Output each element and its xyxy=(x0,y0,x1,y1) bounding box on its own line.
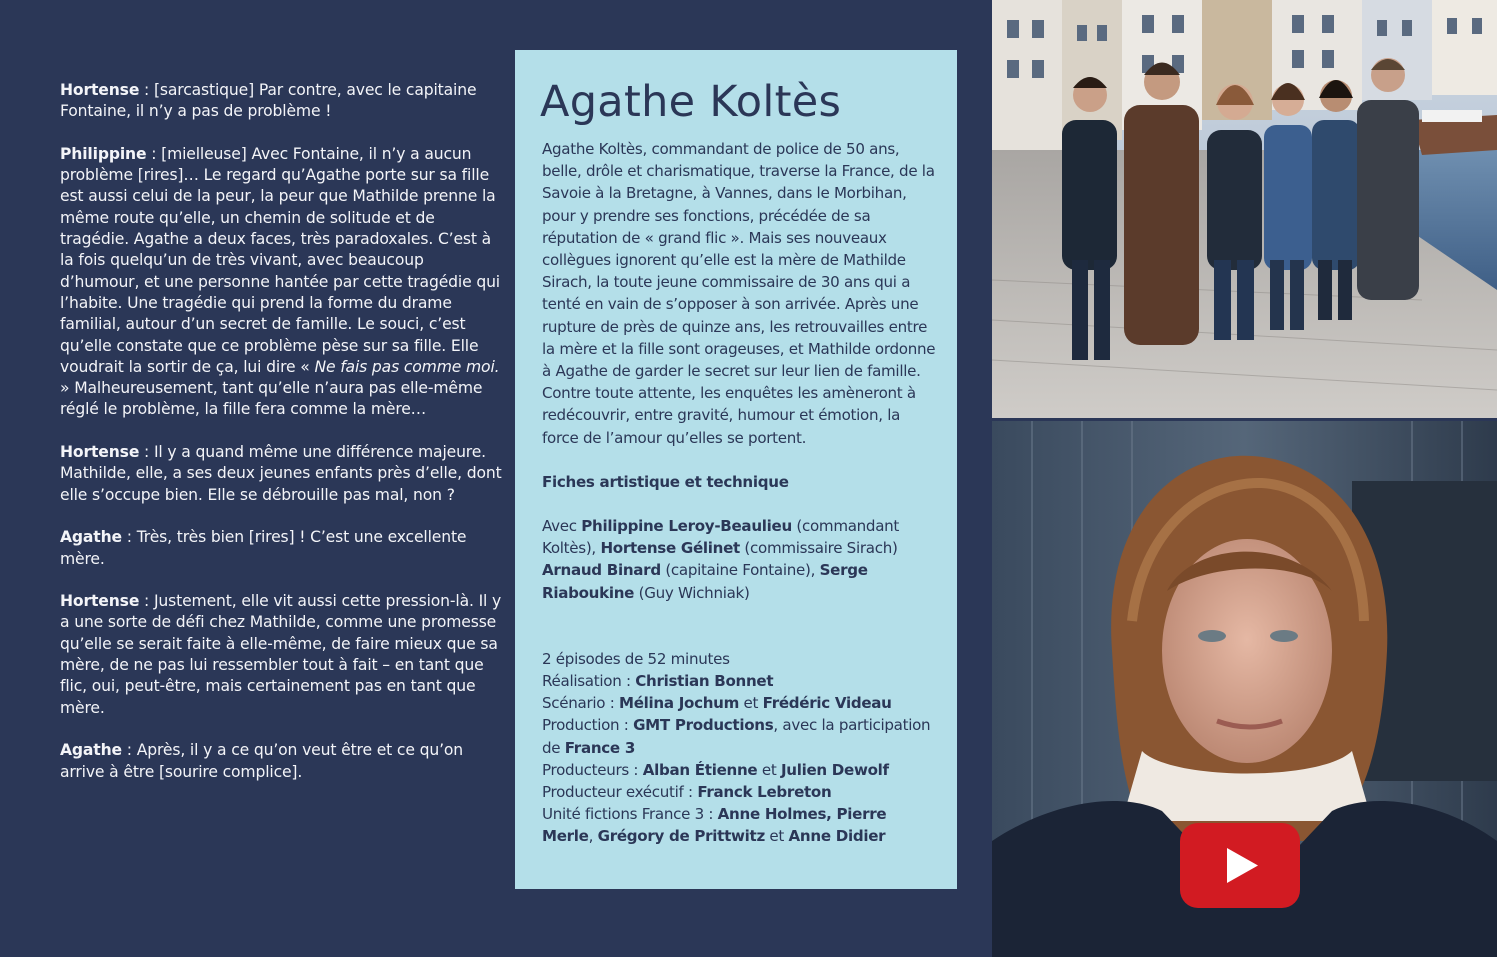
tech-credit-line xyxy=(542,714,937,758)
credit-text: (commissaire Sirach) xyxy=(739,539,898,558)
group-cast-photo xyxy=(992,0,1497,418)
interview-paragraph xyxy=(60,442,505,506)
credit-name: France 3 xyxy=(564,738,636,757)
credit-text: Production : xyxy=(542,716,634,735)
synopsis xyxy=(542,138,937,449)
credit-name: GMT Productions xyxy=(633,716,774,735)
speaker-name: Agathe xyxy=(60,741,122,760)
credit-text: , avec la participation de xyxy=(542,716,931,757)
credits-heading: Fiches artistique et technique xyxy=(542,472,789,491)
credit-text: Scénario : xyxy=(542,694,619,713)
tech-credit-line xyxy=(542,692,937,714)
speaker-name: Philippine xyxy=(60,144,147,163)
credit-text: (commandant Koltès), xyxy=(542,517,900,558)
tech-credit-line xyxy=(542,648,937,670)
speech-text: : [sarcastique] Par contre, avec le capitaine Fontaine, il n’y a pas de problème ! xyxy=(60,81,477,121)
speech-text: : Très, très bien [rires] ! C’est une excellente mère. xyxy=(60,528,467,568)
interview-paragraph xyxy=(60,80,505,123)
interview-paragraph xyxy=(60,527,505,570)
credit-text: (capitaine Fontaine), xyxy=(660,561,820,580)
play-triangle-icon xyxy=(1180,823,1300,908)
speaker-name: Hortense xyxy=(60,443,140,462)
credit-text: Réalisation : xyxy=(542,672,636,691)
speech-text: : Il y a quand même une différence majeure. Mathilde, elle, a ses deux jeunes enfants près d’elle, dont elle s’occupe bien. Elle se débrouille pas mal, non ? xyxy=(60,443,502,504)
credit-text: Avec xyxy=(542,517,582,536)
tech-credit-line xyxy=(542,759,937,781)
cast-list xyxy=(542,515,937,604)
credit-text: Producteurs : xyxy=(542,760,643,779)
credit-name: Grégory de Prittwitz xyxy=(597,827,765,846)
credit-name: Hortense Gélinet xyxy=(600,539,740,558)
credit-text: Unité fictions France 3 : xyxy=(542,805,718,824)
credit-text: et xyxy=(739,694,763,713)
interview-paragraph xyxy=(60,144,505,421)
speaker-name: Hortense xyxy=(60,592,140,611)
credit-name: Frédéric Videau xyxy=(762,694,892,713)
credit-name: Mélina Jochum xyxy=(619,694,740,713)
credit-text: et xyxy=(764,827,789,846)
tech-credit-line xyxy=(542,670,937,692)
credit-text: (Guy Wichniak) xyxy=(634,583,750,602)
interview-paragraph xyxy=(60,740,505,783)
credit-name: Anne Holmes, Pierre Merle xyxy=(542,805,887,846)
speech-text: : [mielleuse] Avec Fontaine, il n’y a aucun problème [rires]… Le regard qu’Agathe porte sur sa fille est aussi celui de la peur, la peur que Mathilde prenne la même route qu’elle, un chemin de solitude et de tragédie. Agathe a deux faces, très paradoxales. C’est à la fois quelqu’un de très vivant, avec beaucoup d’humour, et une personne hantée par cette tragédie qui l’habite. Une tragédie qui prend la forme du drame familial, autour d’un secret de famille. Le souci, c’est qu’elle constate que ce problème pèse sur sa fille. Elle voudrait la sortir de ça, lui dire « xyxy=(60,144,500,376)
speech-text-continued: » Malheureusement, tant qu’elle n’aura pas elle-même réglé le problème, la fille fera comme la mère… xyxy=(60,379,483,419)
credit-name: Julien Dewolf xyxy=(780,760,889,779)
synopsis-text: Agathe Koltès, commandant de police de 50 ans, belle, drôle et charismatique, traverse la France, de la Savoie à la Bretagne, à Vannes, dans le Morbihan, pour y prendre ses fonctions, précédée de sa réputation de « grand flic ». Mais ses nouveaux collègues ignorent qu’elle est la mère de Mathilde Sirach, la toute jeune commissaire de 30 ans qui a tenté en vain de s’opposer à son arrivée. Après une rupture de près de quinze ans, les retrouvailles entre la mère et la fille sont orageuses, et Mathilde ordonne à Agathe de garder le secret sur leur lien de famille. Contre toute attente, les enquêtes les amèneront à redécouvrir, entre gravité, humour et émotion, la force de l’amour qu’elles se portent. xyxy=(542,140,936,447)
speech-text: : Justement, elle vit aussi cette pression-là. Il y a une sorte de défi chez Mathilde, comme une promesse qu’elle se serait faite à elle-même, de faire mieux que sa mère, de ne pas lui ressembler tout à fait – en tant que flic, oui, peut-être, mais certainement pas en tant que mère. xyxy=(60,592,502,717)
interview-column xyxy=(60,80,505,804)
credit-name: Franck Lebreton xyxy=(697,783,832,802)
speech-text: : Après, il y a ce qu’on veut être et ce qu’on arrive à être [sourire complice]. xyxy=(60,741,463,781)
tech-credit-line xyxy=(542,781,937,803)
panel-title: Agathe Koltès xyxy=(540,77,842,127)
credit-name: Christian Bonnet xyxy=(635,672,774,691)
tech-credit-line xyxy=(542,803,937,847)
credit-text: et xyxy=(757,760,781,779)
credit-name: Alban Étienne xyxy=(642,760,758,779)
youtube-play-button[interactable] xyxy=(1180,823,1300,908)
credit-text: Producteur exécutif : xyxy=(542,783,698,802)
speaker-name: Hortense xyxy=(60,81,140,99)
info-panel xyxy=(515,50,957,889)
speaker-name: Agathe xyxy=(60,528,122,547)
interview-paragraph xyxy=(60,591,505,719)
credit-text: 2 épisodes de 52 minutes xyxy=(542,649,730,668)
quoted-phrase: Ne fais pas comme moi. xyxy=(314,357,500,376)
portrait-photo xyxy=(992,421,1497,957)
group-photo-illustration xyxy=(992,0,1497,418)
credit-name: Anne Didier xyxy=(788,827,886,846)
credit-name: Arnaud Binard xyxy=(542,561,661,580)
credit-text: , xyxy=(588,827,598,846)
credit-name: Philippine Leroy-Beaulieu xyxy=(581,517,792,536)
credit-name: Serge Riaboukine xyxy=(542,561,868,602)
technical-credits xyxy=(542,648,937,848)
